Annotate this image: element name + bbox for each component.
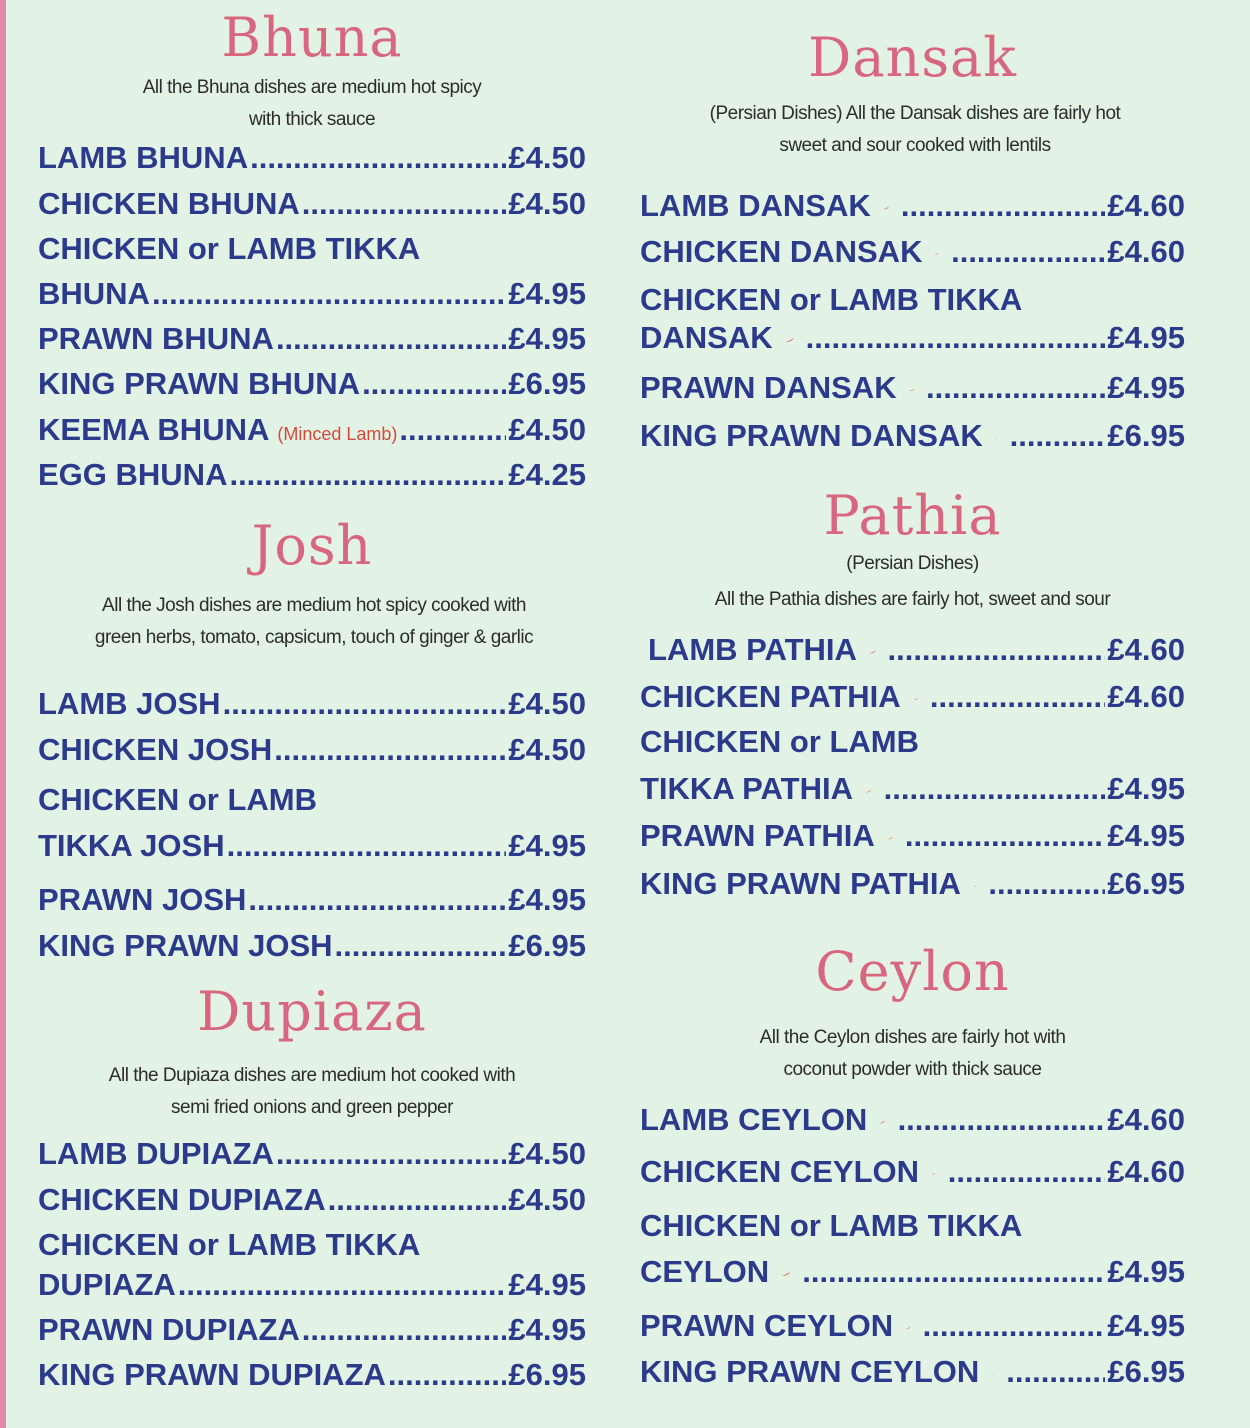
- dot-leader: [328, 1180, 507, 1220]
- item-name: KING PRAWN DANSAK: [640, 418, 983, 453]
- item-price: £4.95: [1107, 320, 1185, 355]
- dot-leader: [302, 184, 507, 224]
- menu-item: [640, 416, 1185, 456]
- menu-item: [38, 1355, 586, 1395]
- dot-leader: [388, 1355, 507, 1395]
- chili-icon: [781, 1266, 790, 1282]
- menu-item: [640, 722, 1185, 762]
- menu-item: [640, 864, 1185, 904]
- menu-item: [38, 1134, 586, 1174]
- item-price: £4.60: [1107, 679, 1185, 714]
- menu-item: [38, 826, 586, 866]
- dot-leader: [274, 730, 506, 770]
- section-josh: [38, 516, 586, 576]
- section-title: Pathia: [823, 484, 1002, 547]
- dot-leader: [229, 455, 506, 495]
- item-name: LAMB CEYLON: [640, 1102, 868, 1137]
- menu-item: [38, 926, 586, 966]
- dot-leader: [930, 677, 1106, 717]
- item-name: PRAWN JOSH: [38, 882, 247, 917]
- menu-item: [640, 318, 1185, 358]
- item-name: CHICKEN CEYLON: [640, 1154, 920, 1189]
- item-name: CHICKEN or LAMB TIKKA: [640, 282, 1023, 317]
- item-price: £6.95: [1107, 866, 1185, 901]
- menu-item: [38, 1180, 586, 1220]
- item-price: £4.50: [508, 1182, 586, 1217]
- menu-item: [38, 455, 586, 495]
- item-name: EGG BHUNA: [38, 457, 228, 492]
- item-price: £4.95: [1107, 818, 1185, 853]
- dot-leader: [802, 1252, 1105, 1292]
- item-name: KING PRAWN DUPIAZA: [38, 1357, 386, 1392]
- item-price: £4.60: [1107, 1102, 1185, 1137]
- dot-leader: [898, 1100, 1106, 1140]
- description-line: All the Ceylon dishes are fairly hot with: [759, 1027, 1066, 1048]
- item-name: KING PRAWN JOSH: [38, 928, 333, 963]
- dot-leader: [250, 138, 506, 178]
- item-name: BHUNA: [38, 276, 150, 311]
- item-name: LAMB BHUNA: [38, 140, 249, 175]
- item-price: £4.50: [508, 732, 586, 767]
- chili-icon: [887, 830, 893, 846]
- section-dansak: [640, 28, 1185, 88]
- menu-item: [38, 410, 586, 450]
- item-name: PRAWN DANSAK: [640, 370, 897, 405]
- dot-leader: [399, 410, 506, 450]
- item-name: PRAWN CEYLON: [640, 1308, 894, 1343]
- item-name: TIKKA PATHIA: [640, 771, 853, 806]
- section-description: [640, 548, 1185, 616]
- item-price: £6.95: [508, 928, 586, 963]
- dot-leader: [227, 826, 507, 866]
- menu-item: [640, 1152, 1185, 1192]
- item-price: £6.95: [1107, 1354, 1185, 1389]
- menu-item: [38, 1310, 586, 1350]
- item-name: CHICKEN DUPIAZA: [38, 1182, 326, 1217]
- item-price: £4.50: [508, 186, 586, 221]
- menu-item: [640, 368, 1185, 408]
- description-line: All the Dupiaza dishes are medium hot cooked with: [108, 1065, 516, 1086]
- item-name: CHICKEN BHUNA: [38, 186, 300, 221]
- chili-icon: [931, 1166, 936, 1182]
- chili-icon: [995, 430, 998, 446]
- item-name: CHICKEN or LAMB: [640, 724, 919, 759]
- dot-leader: [152, 274, 506, 314]
- item-price: £4.95: [1107, 771, 1185, 806]
- chili-icon: [865, 783, 872, 799]
- item-name: LAMB PATHIA: [648, 632, 857, 667]
- description-line: All the Josh dishes are medium hot spicy cooked with: [102, 595, 526, 616]
- chili-icon: [909, 382, 914, 398]
- item-note: (Minced Lamb): [277, 424, 398, 444]
- menu-item: [640, 1100, 1185, 1140]
- item-name: LAMB DUPIAZA: [38, 1136, 274, 1171]
- dot-leader: [1006, 1352, 1105, 1392]
- menu-item: [38, 1265, 586, 1305]
- section-description: [640, 1022, 1185, 1086]
- description-line: (Persian Dishes): [846, 553, 979, 574]
- dot-leader: [901, 186, 1106, 226]
- dot-leader: [178, 1265, 507, 1305]
- dot-leader: [884, 769, 1106, 809]
- menu-item: [38, 780, 586, 820]
- chili-icon: [973, 878, 977, 894]
- item-price: £6.95: [508, 1357, 586, 1392]
- item-name: PRAWN PATHIA: [640, 818, 875, 853]
- item-price: £4.95: [508, 828, 586, 863]
- menu-item: [640, 816, 1185, 856]
- dot-leader: [905, 816, 1106, 856]
- item-name: CHICKEN or LAMB TIKKA: [38, 1227, 421, 1262]
- item-name: CEYLON: [640, 1254, 770, 1289]
- item-price: £4.50: [508, 140, 586, 175]
- item-name: CHICKEN JOSH: [38, 732, 273, 767]
- menu-item: [38, 184, 586, 224]
- dot-leader: [223, 684, 507, 724]
- description-line: green herbs, tomato, capsicum, touch of ginger & garlic: [94, 627, 534, 648]
- section-ceylon: [640, 942, 1185, 1002]
- section-description: [38, 1060, 586, 1124]
- section-dupiaza: [38, 982, 586, 1042]
- item-price: £4.95: [1107, 370, 1185, 405]
- menu-item: [640, 1206, 1185, 1246]
- dot-leader: [362, 364, 506, 404]
- section-title: Josh: [251, 514, 373, 577]
- item-name: KING PRAWN BHUNA: [38, 366, 361, 401]
- section-description: [28, 590, 600, 654]
- section-bhuna: [38, 8, 586, 68]
- dot-leader: [276, 1134, 507, 1174]
- description-line: (Persian Dishes) All the Dansak dishes are fairly hot: [709, 103, 1121, 124]
- dot-leader: [248, 880, 506, 920]
- item-price: £4.95: [1107, 1254, 1185, 1289]
- item-price: £4.50: [508, 1136, 586, 1171]
- section-title: Ceylon: [815, 940, 1010, 1003]
- chili-icon: [913, 691, 918, 707]
- dot-leader: [948, 1152, 1106, 1192]
- chili-icon: [879, 1114, 885, 1130]
- item-name: KING PRAWN CEYLON: [640, 1354, 980, 1389]
- dot-leader: [276, 319, 506, 359]
- description-line: with thick sauce: [248, 109, 376, 130]
- chili-icon: [883, 200, 889, 216]
- item-name: LAMB DANSAK: [640, 188, 871, 223]
- dot-leader: [988, 864, 1105, 904]
- menu-item: [38, 319, 586, 359]
- chili-icon: [869, 644, 876, 660]
- item-price: £4.95: [508, 1267, 586, 1302]
- chili-icon: [785, 332, 794, 348]
- item-price: £4.95: [508, 1312, 586, 1347]
- section-title: Dupiaza: [197, 980, 427, 1043]
- item-name: LAMB JOSH: [38, 686, 221, 721]
- dot-leader: [1010, 416, 1106, 456]
- item-name: CHICKEN or LAMB TIKKA: [38, 231, 421, 266]
- menu-item: [640, 280, 1185, 320]
- item-price: £4.50: [508, 412, 586, 447]
- item-name: PRAWN BHUNA: [38, 321, 274, 356]
- item-name: PRAWN DUPIAZA: [38, 1312, 300, 1347]
- item-name: TIKKA JOSH: [38, 828, 225, 863]
- item-name: CHICKEN DANSAK: [640, 234, 923, 269]
- item-price: £4.50: [508, 686, 586, 721]
- menu-item: [640, 232, 1185, 272]
- dot-leader: [923, 1306, 1106, 1346]
- item-price: £4.60: [1107, 1154, 1185, 1189]
- chili-icon: [934, 246, 939, 262]
- menu-item: [640, 1252, 1185, 1292]
- description-line: sweet and sour cooked with lentils: [779, 135, 1051, 156]
- menu-item: [38, 138, 586, 178]
- item-price: £4.95: [508, 276, 586, 311]
- menu-item: [38, 730, 586, 770]
- description-line: All the Bhuna dishes are medium hot spicy: [142, 77, 482, 98]
- chili-icon: [991, 1366, 994, 1382]
- description-line: coconut powder with thick sauce: [783, 1059, 1042, 1080]
- section-title: Bhuna: [221, 6, 403, 69]
- dot-leader: [951, 232, 1105, 272]
- menu-item: [38, 229, 586, 269]
- item-price: £4.95: [508, 882, 586, 917]
- item-name: CHICKEN PATHIA: [640, 679, 901, 714]
- section-description: [38, 72, 586, 136]
- item-price: £4.25: [508, 457, 586, 492]
- item-price: £4.60: [1107, 632, 1185, 667]
- section-description: [640, 98, 1190, 162]
- item-price: £4.95: [508, 321, 586, 356]
- item-name: CHICKEN or LAMB: [38, 782, 317, 817]
- left-border: [0, 0, 6, 1428]
- menu-item: [38, 274, 586, 314]
- item-name: KEEMA BHUNA: [38, 412, 270, 447]
- menu-item: [38, 880, 586, 920]
- item-price: £6.95: [508, 366, 586, 401]
- dot-leader: [806, 318, 1106, 358]
- item-name: CHICKEN or LAMB TIKKA: [640, 1208, 1023, 1243]
- item-price: £4.60: [1107, 188, 1185, 223]
- item-price: £6.95: [1107, 418, 1185, 453]
- dot-leader: [302, 1310, 507, 1350]
- menu-item: [640, 1306, 1185, 1346]
- menu-item: [38, 1225, 586, 1265]
- item-name: DANSAK: [640, 320, 773, 355]
- item-price: £4.95: [1107, 1308, 1185, 1343]
- dot-leader: [926, 368, 1105, 408]
- menu-item: [38, 364, 586, 404]
- menu-item: [640, 677, 1185, 717]
- section-pathia: [640, 486, 1185, 546]
- item-name: DUPIAZA: [38, 1267, 176, 1302]
- section-title: Dansak: [808, 26, 1017, 89]
- menu-item: [648, 630, 1185, 670]
- description-line: All the Pathia dishes are fairly hot, sweet and sour: [714, 589, 1111, 610]
- chili-icon: [905, 1320, 910, 1336]
- dot-leader: [335, 926, 507, 966]
- description-line: semi fried onions and green pepper: [171, 1097, 453, 1118]
- menu-item: [640, 186, 1185, 226]
- item-name: KING PRAWN PATHIA: [640, 866, 961, 901]
- menu-item: [640, 1352, 1185, 1392]
- dot-leader: [887, 630, 1105, 670]
- menu-item: [640, 769, 1185, 809]
- item-price: £4.60: [1107, 234, 1185, 269]
- menu-item: [38, 684, 586, 724]
